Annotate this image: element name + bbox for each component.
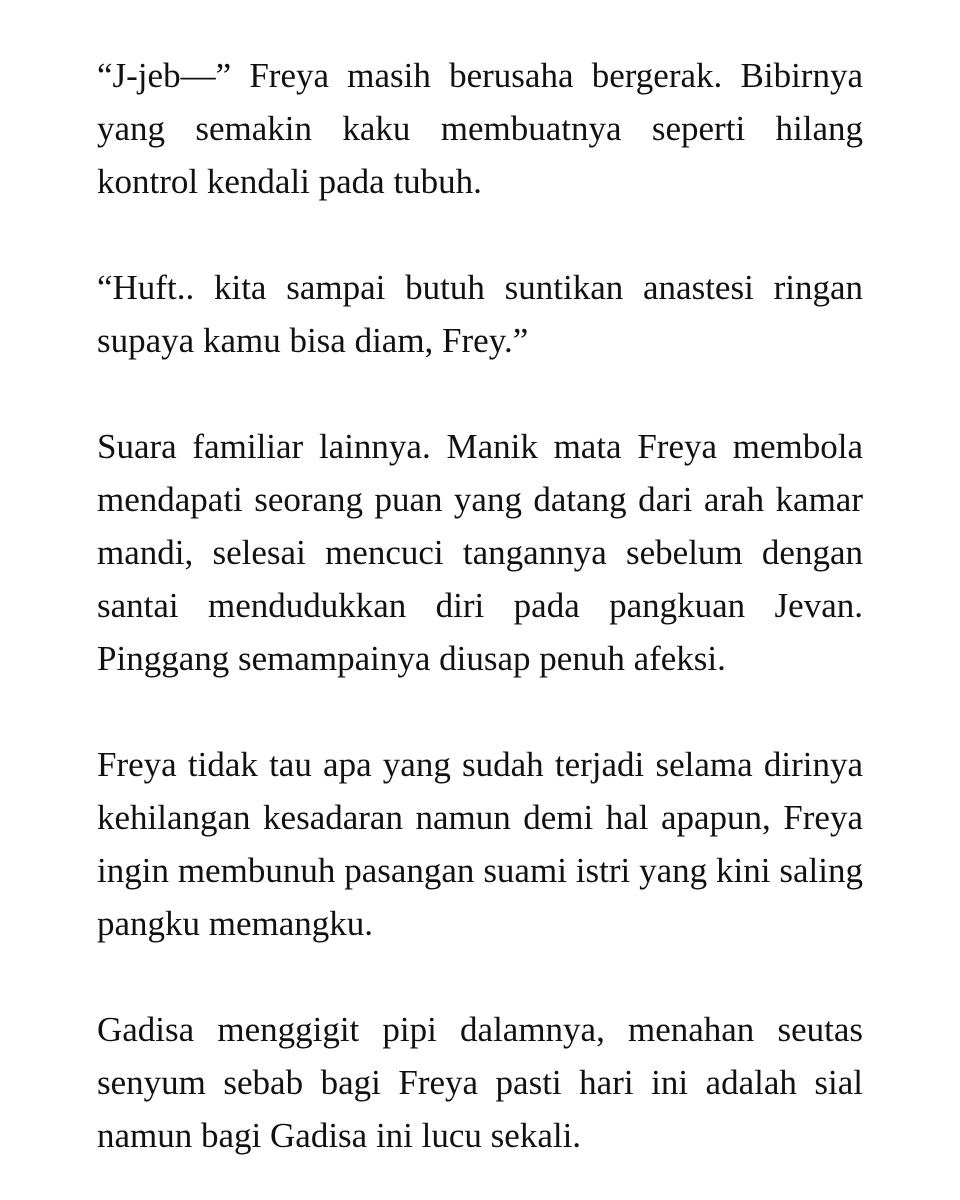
paragraph-3: Suara familiar lainnya. Manik mata Freya membola mendapati seorang puan yang datang dari arah kamar mandi, selesai mencuci tangannya sebelum dengan santai mendudukkan diri pada pangkuan Jevan. Pinggang semampainya diusap penuh afeksi. [97, 427, 863, 678]
paragraph-1: “J-jeb—” Freya masih berusaha bergerak. Bibirnya yang semakin kaku membuatnya seperti hilang kontrol kendali pada tubuh. [97, 56, 863, 201]
paragraph-4: Freya tidak tau apa yang sudah terjadi selama dirinya kehilangan kesadaran namun demi hal apapun, Freya ingin membunuh pasangan suami istri yang kini saling pangku memangku. [97, 745, 863, 943]
document-body [97, 49, 863, 1162]
paragraph-2: “Huft.. kita sampai butuh suntikan anastesi ringan supaya kamu bisa diam, Frey.” [97, 268, 863, 360]
paragraph-5: Gadisa menggigit pipi dalamnya, menahan seutas senyum sebab bagi Freya pasti hari ini adalah sial namun bagi Gadisa ini lucu sekali. [97, 1010, 863, 1155]
